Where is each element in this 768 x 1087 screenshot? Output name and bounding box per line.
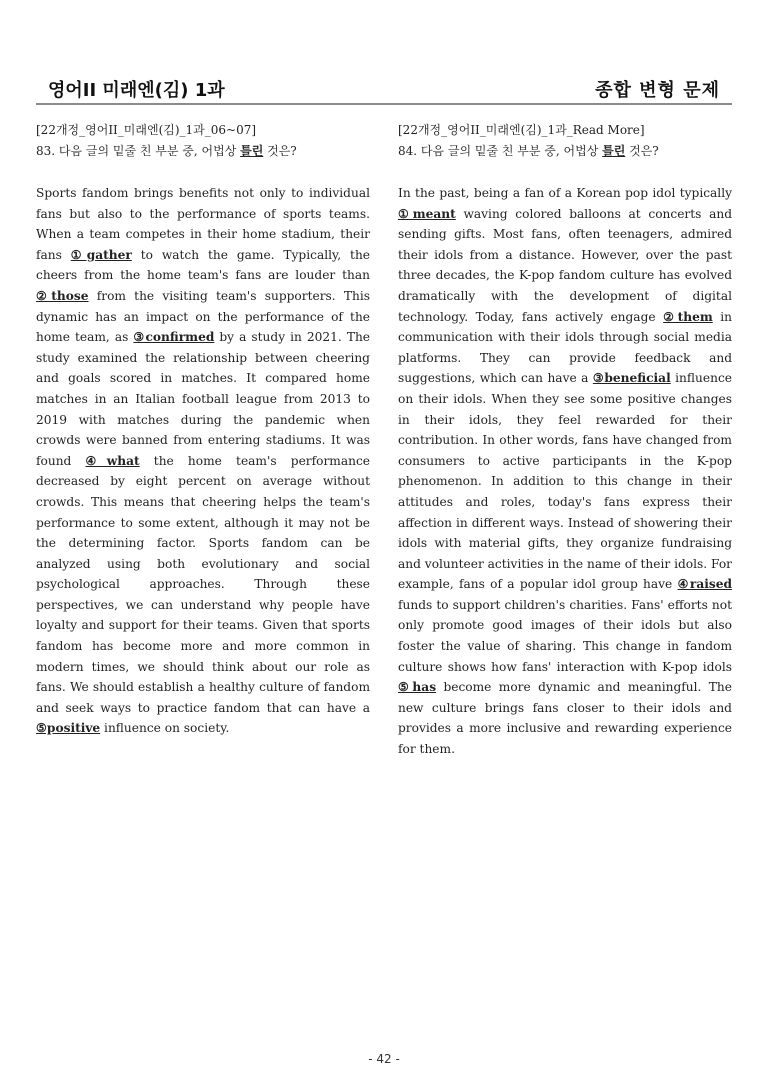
passage-segment: in communication with their idols through social media platforms. They can provide feedback and suggestions, which can have a [398,309,732,386]
passage-text [36,183,370,739]
question-83 [36,120,370,739]
underlined-choice-2: ②them [663,309,713,324]
passage-segment: Sports fandom brings benefits not only to individual fans but also to the performance of sports teams. When a team competes in their home stadium, their fans [36,186,370,262]
passage-segment: In the past, being a fan of a Korean pop idol typically [398,186,732,200]
passage-segment: from the visiting team's supporters. This dynamic has an impact on the performance of the home team, as [36,288,370,345]
passage-text [398,183,732,760]
passage-segment: by a study in 2021. The study examined the relationship between cheering and goals scored in matches. It compared home matches in an Italian football league from 2013 to 2019 with matches during the pandemic when crowds were banned from entering stadiums. It was found [36,330,371,468]
underlined-choice-3: ③confirmed [133,330,215,345]
question-prompt [398,141,732,162]
passage-segment: to watch the game. Typically, the cheers from the home team's fans are louder than [36,247,371,283]
underlined-choice-1: ①gather [70,247,132,262]
prompt-text-end: 것은? [625,144,659,158]
prompt-text-end: 것은? [263,144,297,158]
underlined-choice-4: ④raised [677,577,732,592]
passage-segment: become more dynamic and meaningful. The new culture brings fans closer to their idols and provides a more inclusive and rewarding experience for them. [398,680,732,757]
underlined-choice-5: ⑤has [398,680,437,695]
passage-segment: the home team's performance decreased by eight percent on average without crowds. This means that cheering helps the team's performance to some extent, although it may not be the determining factor. Sports fandom can be analyzed using both evolutionary and social psychological approaches. Through these perspectives, we can understand why people have loyalty and support for their teams. Given that sports fandom has become more and more common in modern times, we should think about our role as fans. We should establish a healthy culture of fandom and seek ways to practice fandom that can have a [36,453,370,715]
question-source: [22개정_영어II_미래엔(김)_1과_06~07] [36,123,257,137]
underlined-choice-4: ④what [85,453,140,468]
section-title: 종합 변형 문제 [595,80,720,101]
page-number: - 42 - [368,1052,400,1066]
prompt-text: 83. 다음 글의 밑줄 친 부분 중, 어법상 [36,144,241,158]
prompt-emphasis: 틀린 [240,144,264,158]
header-divider [36,103,732,105]
underlined-choice-3: ③beneficial [592,371,671,386]
page-header [36,72,732,102]
passage-segment: influence on their idols. When they see some positive changes in their idols, they feel rewarded for their contribution. In other words, fans have changed from consumers to active participants in the K-pop phenomenon. In addition to this change in their attitudes and roles, today's fans express their affection in different ways. Instead of showering their idols with material gifts, they organize fundraising and volunteer activities in the name of their idols. For example, fans of a popular idol group have [398,371,732,592]
underlined-choice-5: ⑤positive [36,721,101,736]
question-source: [22개정_영어II_미래엔(김)_1과_Read More] [398,123,645,137]
question-prompt [36,141,370,162]
prompt-emphasis: 틀린 [602,144,626,158]
page-title: 영어II 미래엔(김) 1과 [48,80,225,101]
passage-segment: waving colored balloons at concerts and sending gifts. Most fans, often teenagers, admired their idols from a distance. However, over the past three decades, the K-pop fandom culture has evolved dramatically with the development of digital technology. Today, fans actively engage [398,206,732,324]
underlined-choice-1: ①meant [398,206,456,221]
question-84 [398,120,732,760]
prompt-text: 84. 다음 글의 밑줄 친 부분 중, 어법상 [398,144,603,158]
underlined-choice-2: ②those [36,288,89,303]
passage-segment: influence on society. [100,721,230,736]
passage-segment: funds to support children's charities. Fans' efforts not only promote good images of their idols but also foster the value of sharing. This change in fandom culture shows how fans' interaction with K-pop idols [398,597,732,674]
